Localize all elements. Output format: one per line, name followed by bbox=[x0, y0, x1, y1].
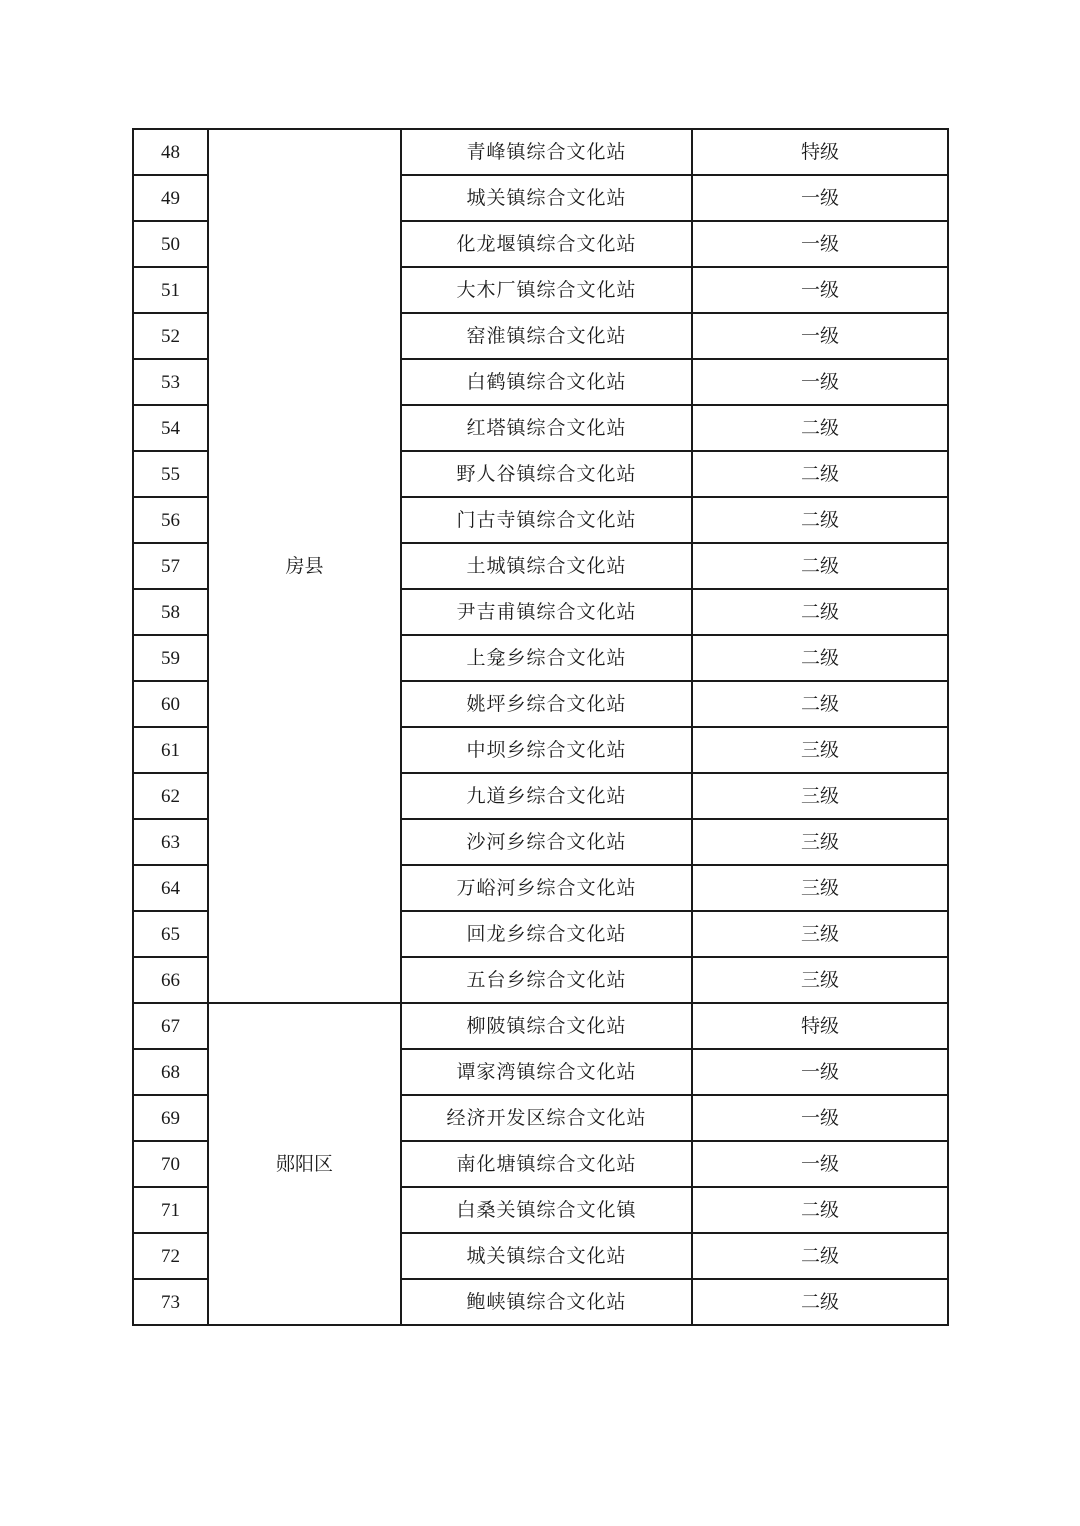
station-name: 城关镇综合文化站 bbox=[401, 175, 692, 221]
station-level: 三级 bbox=[692, 911, 948, 957]
station-level: 二级 bbox=[692, 451, 948, 497]
station-name: 尹吉甫镇综合文化站 bbox=[401, 589, 692, 635]
station-level: 二级 bbox=[692, 1187, 948, 1233]
row-number: 59 bbox=[133, 635, 208, 681]
station-name: 城关镇综合文化站 bbox=[401, 1233, 692, 1279]
row-number: 70 bbox=[133, 1141, 208, 1187]
station-name: 中坝乡综合文化站 bbox=[401, 727, 692, 773]
station-name: 上龛乡综合文化站 bbox=[401, 635, 692, 681]
station-level: 二级 bbox=[692, 543, 948, 589]
station-level: 二级 bbox=[692, 635, 948, 681]
station-name: 五台乡综合文化站 bbox=[401, 957, 692, 1003]
county-cell: 郧阳区 bbox=[208, 1003, 401, 1325]
row-number: 53 bbox=[133, 359, 208, 405]
station-name: 门古寺镇综合文化站 bbox=[401, 497, 692, 543]
station-level: 三级 bbox=[692, 819, 948, 865]
row-number: 71 bbox=[133, 1187, 208, 1233]
row-number: 50 bbox=[133, 221, 208, 267]
row-number: 48 bbox=[133, 129, 208, 175]
table-body bbox=[133, 129, 948, 1325]
row-number: 51 bbox=[133, 267, 208, 313]
station-level: 二级 bbox=[692, 589, 948, 635]
station-level: 二级 bbox=[692, 497, 948, 543]
row-number: 55 bbox=[133, 451, 208, 497]
station-level: 一级 bbox=[692, 1141, 948, 1187]
row-number: 65 bbox=[133, 911, 208, 957]
station-level: 二级 bbox=[692, 1233, 948, 1279]
station-name: 鲍峡镇综合文化站 bbox=[401, 1279, 692, 1325]
station-level: 二级 bbox=[692, 681, 948, 727]
row-number: 63 bbox=[133, 819, 208, 865]
row-number: 68 bbox=[133, 1049, 208, 1095]
station-level: 三级 bbox=[692, 773, 948, 819]
row-number: 67 bbox=[133, 1003, 208, 1049]
station-name: 红塔镇综合文化站 bbox=[401, 405, 692, 451]
row-number: 56 bbox=[133, 497, 208, 543]
row-number: 60 bbox=[133, 681, 208, 727]
station-level: 一级 bbox=[692, 1049, 948, 1095]
station-level: 一级 bbox=[692, 267, 948, 313]
station-name: 柳陂镇综合文化站 bbox=[401, 1003, 692, 1049]
row-number: 52 bbox=[133, 313, 208, 359]
station-level: 三级 bbox=[692, 865, 948, 911]
station-level: 三级 bbox=[692, 727, 948, 773]
station-name: 化龙堰镇综合文化站 bbox=[401, 221, 692, 267]
station-name: 万峪河乡综合文化站 bbox=[401, 865, 692, 911]
station-level: 二级 bbox=[692, 1279, 948, 1325]
county-cell: 房县 bbox=[208, 129, 401, 1003]
station-level: 一级 bbox=[692, 175, 948, 221]
row-number: 62 bbox=[133, 773, 208, 819]
station-name: 窑淮镇综合文化站 bbox=[401, 313, 692, 359]
station-name: 谭家湾镇综合文化站 bbox=[401, 1049, 692, 1095]
station-level: 二级 bbox=[692, 405, 948, 451]
station-level: 一级 bbox=[692, 1095, 948, 1141]
station-level: 特级 bbox=[692, 129, 948, 175]
culture-station-table bbox=[132, 128, 949, 1326]
station-name: 白鹤镇综合文化站 bbox=[401, 359, 692, 405]
station-name: 经济开发区综合文化站 bbox=[401, 1095, 692, 1141]
station-level: 特级 bbox=[692, 1003, 948, 1049]
station-name: 沙河乡综合文化站 bbox=[401, 819, 692, 865]
row-number: 73 bbox=[133, 1279, 208, 1325]
station-level: 一级 bbox=[692, 221, 948, 267]
row-number: 72 bbox=[133, 1233, 208, 1279]
station-name: 土城镇综合文化站 bbox=[401, 543, 692, 589]
table-row bbox=[133, 129, 948, 175]
station-level: 三级 bbox=[692, 957, 948, 1003]
station-name: 南化塘镇综合文化站 bbox=[401, 1141, 692, 1187]
station-name: 大木厂镇综合文化站 bbox=[401, 267, 692, 313]
row-number: 57 bbox=[133, 543, 208, 589]
station-name: 姚坪乡综合文化站 bbox=[401, 681, 692, 727]
row-number: 66 bbox=[133, 957, 208, 1003]
station-level: 一级 bbox=[692, 359, 948, 405]
station-name: 回龙乡综合文化站 bbox=[401, 911, 692, 957]
station-level: 一级 bbox=[692, 313, 948, 359]
station-name: 九道乡综合文化站 bbox=[401, 773, 692, 819]
row-number: 54 bbox=[133, 405, 208, 451]
station-name: 白桑关镇综合文化镇 bbox=[401, 1187, 692, 1233]
row-number: 69 bbox=[133, 1095, 208, 1141]
row-number: 61 bbox=[133, 727, 208, 773]
row-number: 49 bbox=[133, 175, 208, 221]
table-row bbox=[133, 1003, 948, 1049]
row-number: 64 bbox=[133, 865, 208, 911]
station-name: 青峰镇综合文化站 bbox=[401, 129, 692, 175]
row-number: 58 bbox=[133, 589, 208, 635]
station-name: 野人谷镇综合文化站 bbox=[401, 451, 692, 497]
